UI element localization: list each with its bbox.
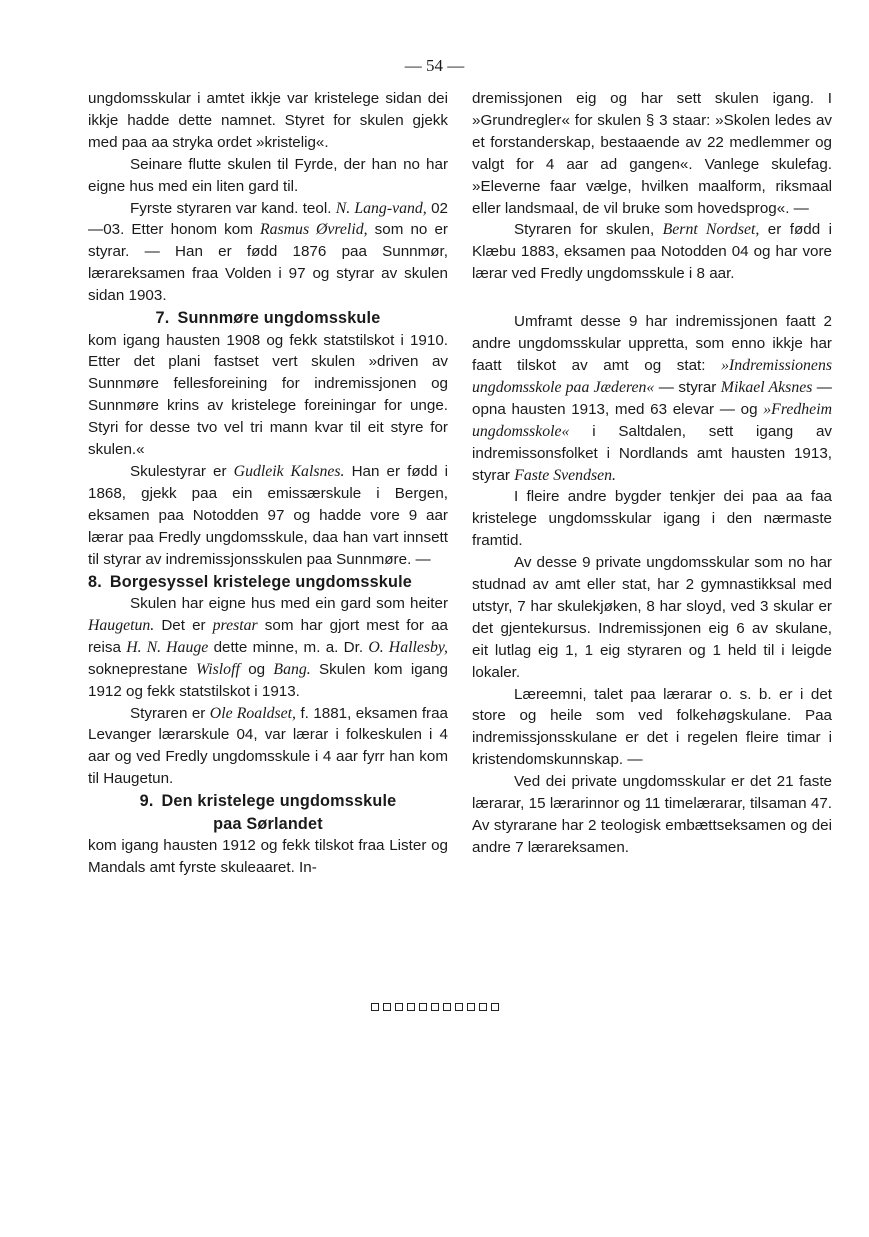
paragraph (472, 311, 832, 486)
section-gap (472, 285, 832, 311)
ornament-row (0, 1003, 869, 1014)
paragraph (88, 461, 448, 571)
paragraph: ungdomsskular i amtet ikkje var kristelege sidan dei ikkje hadde dette namnet. Styret for skulen gjekk med paa aa stryka ordet »kristelig«. (88, 90, 448, 151)
paragraph (88, 198, 448, 308)
square-ornament-icon (407, 1003, 415, 1011)
person-name: Mikael Aksnes (720, 378, 813, 396)
square-ornament-icon (467, 1003, 475, 1011)
paragraph: Seinare flutte skulen til Fyrde, der han no har eigne hus med ein liten gard til. (88, 155, 448, 195)
person-name: H. N. Hauge (126, 638, 209, 656)
paragraph: I fleire andre bygder tenkjer dei paa aa faa kristelege ungdomsskular igang i den nærmaste framtid. (472, 488, 832, 550)
section-heading-8 (88, 571, 448, 594)
text-run: Skulen kom igang 1912 og fekk statstilskot i 1913. (88, 660, 448, 700)
text-run: f. 1881, eksamen fraa Levanger lærarskule 04, var lærar i folkeskulen i 4 aar og ved Fredly ungdomsskule i 4 aar fyrr han kom til Haugetun. (88, 704, 448, 788)
section-title: Den kristelege ungdomsskule (161, 792, 397, 811)
paragraph: Av desse 9 private ungdomsskular som no har studnad av amt eller stat, har 2 gymnastikksal med utstyr, 7 har skulekjøken, 8 har sloyd, ved 3 skular er det gjentekursus. Indremissjonen eig 6 av skulane, eit lutlag eig 1, 1 eig styraren og 1 held til i leigde lokaler. (472, 554, 832, 681)
text-run: Umframt desse 9 har indremissjonen faatt 2 andre ungdomsskular uppretta, som enno ikkje har faatt tilskot av amt og stat: (472, 313, 832, 374)
text-run: og (239, 660, 274, 678)
text-run: Skulen har eigne hus med ein gard som heiter (130, 595, 448, 613)
square-ornament-icon (443, 1003, 451, 1011)
text-run: Fyrste styraren var kand. teol. (130, 199, 336, 217)
emphasis: prestar (212, 616, 258, 634)
paragraph (88, 703, 448, 791)
person-name: Bang. (273, 660, 311, 678)
person-name: N. Lang-vand, (335, 199, 427, 217)
square-ornament-icon (419, 1003, 427, 1011)
square-ornament-icon (479, 1003, 487, 1011)
text-run: Styraren er (130, 704, 210, 722)
square-ornament-icon (371, 1003, 379, 1011)
page-number: — 54 — (404, 56, 465, 75)
school-name: »Indremissionens ungdomsskole paa Jæderen« (472, 356, 832, 396)
left-column (88, 88, 448, 879)
paragraph: kom igang hausten 1912 og fekk tilskot fraa Lister og Mandals amt fyrste skuleaaret. In- (88, 837, 448, 877)
square-ornament-icon (491, 1003, 499, 1011)
right-column (472, 88, 832, 859)
paragraph: Ved dei private ungdomsskular er det 21 faste lærarar, 15 lærarinnor og 11 timelærarar, tilsaman 47. Av styrarane har 2 teologisk embættseksamen og dei andre 7 lærareksamen. (472, 773, 832, 856)
section-number: 8. (88, 572, 102, 591)
text-run: i Saltdalen, sett igang av indremissonsfolket i Nordlands amt hausten 1913, styrar (472, 422, 832, 484)
square-ornament-icon (455, 1003, 463, 1011)
section-heading-9-line-2: paa Sørlandet (213, 814, 323, 833)
paragraph: dremissjonen eig og har sett skulen igang. I »Grundregler« for skulen § 3 staar: »Skolen ledes av et forstanderskap, bestaaende av 22 medlemmer og valgt for 4 aar ad gangen«. Vanlege skulefag. »Eleverne faar vælge, hvilken maalform, riksmaal eller landsmaal, de vil bruke som hovedsprog«. — (472, 90, 832, 217)
text-run: dette minne, m. a. Dr. (208, 638, 369, 656)
text-run: — styrar (654, 378, 721, 396)
text-run: sokneprestane (88, 660, 196, 678)
paragraph: Læreemni, talet paa lærarar o. s. b. er i det store og heile som ved folkehøgskulane. Paa indremissjonsskulane er det i regelen fleire timar i kristendomskunnskap. — (472, 685, 832, 769)
section-number: 7. (155, 309, 170, 328)
person-name: Ole Roaldset, (209, 704, 296, 722)
section-title: Sunnmøre ungdomsskule (177, 309, 381, 328)
person-name: Rasmus Øvrelid, (259, 221, 368, 239)
section-heading-9 (88, 790, 448, 813)
text-run: Han er fødd i 1868, gjekk paa ein emissærskule i Bergen, eksamen paa Notodden 97 og hadde vore 9 aar lærar paa Fredly ungdomsskule, daa han vart innsett til styrar av indremissjonsskulen paa Sunnmøre. — (88, 463, 449, 568)
text-run: 02—03. Etter honom kom (88, 199, 448, 239)
school-name: »Fredheim ungdomsskole« (472, 400, 832, 440)
square-ornament-icon (431, 1003, 439, 1011)
section-number: 9. (139, 792, 154, 811)
person-name: O. Hallesby, (368, 638, 449, 656)
square-ornament-icon (383, 1003, 391, 1011)
person-name: Wisloff (195, 660, 240, 678)
section-heading-7 (88, 307, 448, 330)
text-run: Skulestyrar er (130, 463, 234, 480)
paragraph (88, 593, 448, 703)
square-ornament-icon (395, 1003, 403, 1011)
text-run: er fødd i Klæbu 1883, eksamen paa Notodden 04 og har vore lærar ved Fredly ungdomsskule i 8 aar. (472, 221, 832, 283)
text-run: som har gjort mest for aa reisa (88, 616, 448, 656)
person-name: Faste Svendsen. (514, 466, 616, 484)
text-run: Det er (154, 616, 213, 634)
section-title: Borgesyssel kristelege ungdomsskule (109, 572, 412, 591)
text-run: Styraren for skulen, (514, 221, 663, 239)
person-name: Bernt Nordset, (662, 221, 760, 239)
paragraph (472, 219, 832, 285)
text-run: — opna hausten 1913, med 63 elevar — og (472, 378, 832, 418)
person-name: Gudleik Kalsnes. (233, 463, 345, 480)
paragraph: kom igang hausten 1908 og fekk statstilskot i 1910. Etter det plani fastset vert skulen »driven av Sunnmøre fellesforeining for indremissjonen og Sunnmøre krins av kristelege foreiningar for unge. Styri for desse tvo vel tri mann kvar til eit styre for skulen.« (88, 331, 448, 459)
text-run: som no er styrar. — Han er fødd 1876 paa Sunnmør, lærareksamen fraa Volden i 97 og styrar av skulen sidan 1903. (88, 221, 448, 305)
place-name: Haugetun. (88, 616, 155, 634)
